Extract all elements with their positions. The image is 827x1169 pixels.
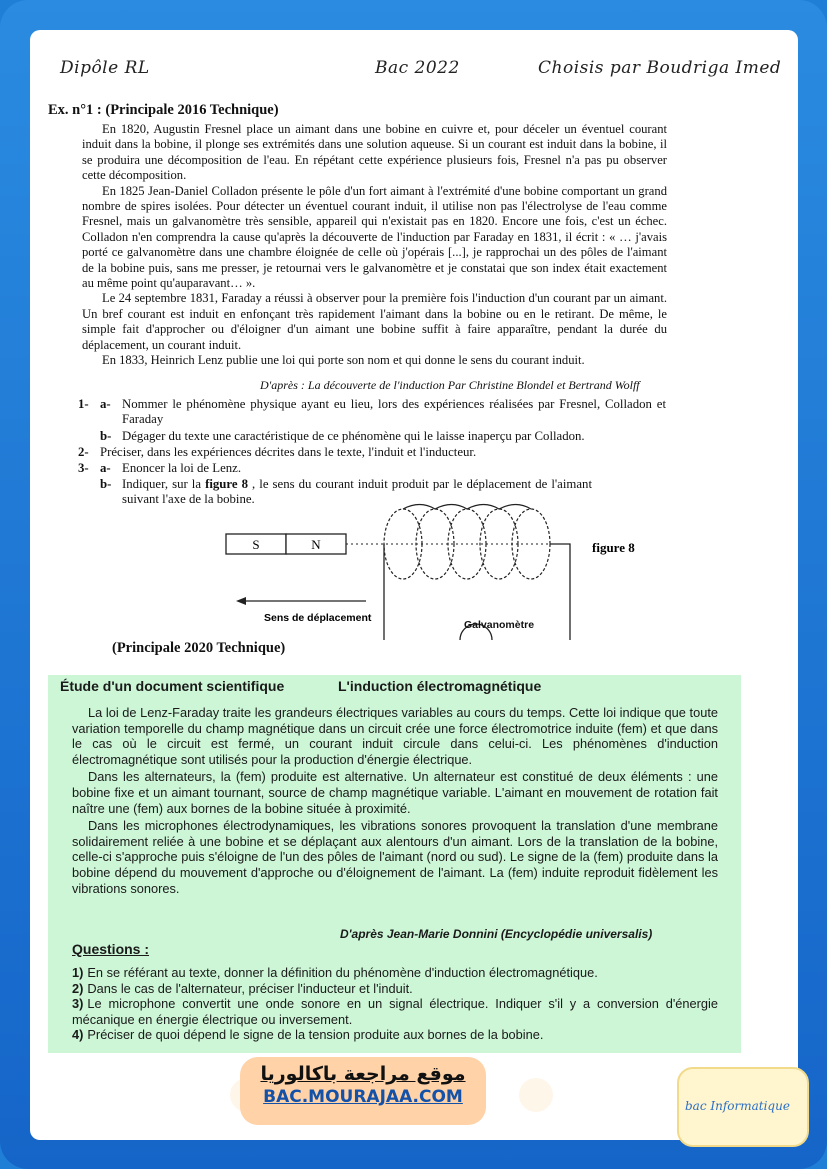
question-number: 3-	[78, 461, 89, 475]
paragraph: Dans les microphones électrodynamiques, les vibrations sonores provoquent la translation d'une membrane solidairement reliée à une bobine et se déplaçant aux alentours d'un aimant. Lors de la translation de la bobine, celle-ci s'approche puis s'éloigne de l'un des pôles de l'aimant (nord ou sud). Le signe de la (fem) produite dans la bobine dépend du mouvement d'approche ou d'éloignement de l'aimant. La (fem) induite reproduit fidèlement les vibrations sonores.	[72, 818, 718, 896]
question-number: 1-	[78, 397, 89, 411]
question-1a: Nommer le phénomène physique ayant eu lieu, lors des expériences réalisées par Fresnel, Colladon et Faraday	[122, 397, 666, 427]
site-logo-icon	[519, 1078, 553, 1112]
scientific-document-box	[48, 675, 741, 1053]
list-item	[72, 996, 718, 1027]
figure-reference: figure 8	[205, 477, 248, 491]
paragraph: En 1820, Augustin Fresnel place un aimant dans une bobine en cuivre et, pour déceler un éventuel courant induit dans la bobine, il plonge ses extrémités dans une solution aqueuse. Si un courant est induit dans la bobine, il se produira une décomposition de l'eau. En répétant cette expérience plusieurs fois, Fresnel n'a pas pu observer cette décomposition.	[82, 122, 667, 183]
figure-caption: figure 8	[592, 540, 635, 555]
document-page	[30, 30, 798, 1140]
site-url-link[interactable]: BAC.MOURAJAA.COM	[263, 1087, 463, 1107]
question-number: 2-	[78, 445, 89, 459]
site-banner[interactable]	[240, 1057, 486, 1125]
question-3a: Enoncer la loi de Lenz.	[122, 461, 242, 475]
paragraph: Dans les alternateurs, la (fem) produite est alternative. Un alternateur est constitué de deux éléments : une bobine fixe et un aimant tournant, source de champ magnétique variable. L'aimant en mouvement de rotation fait naître une (fem) aux bornes de la bobine située à proximité.	[72, 769, 718, 816]
question-2: Préciser, dans les expériences décrites dans le texte, l'induit et l'inducteur.	[100, 445, 477, 459]
list-item	[72, 965, 718, 981]
badge-text: bac Informatique	[685, 1099, 790, 1113]
question-letter: a-	[100, 397, 111, 411]
paragraph: Le 24 septembre 1831, Faraday a réussi à observer pour la première fois l'induction d'un courant par un aimant. Un bref courant est induit en enfonçant très rapidement l'aimant dans la bobine ou en le retirant. De même, le simple fait d'approcher ou d'éloigner d'un aimant une bobine suffit à faire apparaître, pendant la durée du déplacement, un courant induit.	[82, 291, 667, 352]
question-3b-text: Indiquer, sur la	[122, 477, 206, 491]
paragraph: La loi de Lenz-Faraday traite les grandeurs électriques variables au cours du temps. Cette loi indique que toute variation temporelle du champ magnétique dans un circuit crée une force électromotrice induite (fem) et que dans le cas où le circuit est fermé, un courant induit circule dans celui-ci. Les phénomènes d'induction électromagnétique sont utilisés pour la production d'énergie électrique.	[72, 705, 718, 767]
list-item	[72, 981, 718, 997]
list-item	[72, 1027, 718, 1043]
question-text: Préciser de quoi dépend le signe de la tension produite aux bornes de la bobine.	[87, 1027, 544, 1043]
figure-8-diagram	[220, 500, 640, 640]
question-3b-text: , le sens du courant induit produit par le déplacement de l'aimant suivant l'axe de la bobine.	[122, 477, 592, 507]
coil	[384, 505, 550, 580]
exercise-1-text	[82, 122, 667, 369]
questions-heading: Questions :	[72, 941, 150, 957]
question-number: 3)	[72, 996, 84, 1012]
question-text: Le microphone convertit une onde sonore en un signal électrique. Indiquer s'il y a conversion d'énergie mécanique en énergie électrique ou inversement.	[72, 996, 718, 1027]
document-title: L'induction électromagnétique	[338, 678, 542, 694]
question-letter: b-	[100, 477, 112, 491]
paragraph: En 1833, Heinrich Lenz publie une loi qui porte son nom et qui donne le sens du courant induit.	[102, 353, 585, 368]
question-text: Dans le cas de l'alternateur, préciser l'inducteur et l'induit.	[87, 980, 413, 996]
question-letter: b-	[100, 429, 112, 443]
arrow-label: Sens de déplacement	[264, 612, 372, 624]
galvanometer-label: Galvanomètre	[464, 619, 535, 631]
exercise-2-title: (Principale 2020 Technique)	[112, 640, 286, 656]
question-number: 4)	[72, 1027, 84, 1043]
question-letter: a-	[100, 461, 111, 475]
header-year: Bac 2022	[375, 58, 460, 78]
question-text: En se référant au texte, donner la définition du phénomène d'induction électromagnétique.	[87, 965, 598, 980]
header-author: Choisis par Boudriga Imed	[538, 58, 782, 78]
bac-informatique-logo	[677, 1067, 809, 1147]
header-chapter: Dipôle RL	[60, 58, 150, 78]
pole-s-label: S	[252, 537, 260, 552]
site-name-arabic[interactable]: موقع مراجعة باكالوريا	[260, 1063, 466, 1085]
question-1b: Dégager du texte une caractéristique de ce phénomène qui le laisse inaperçu par Colladon.	[122, 429, 585, 443]
document-text	[72, 705, 718, 898]
pole-n-label: N	[311, 537, 321, 552]
document-source: D'après Jean-Marie Donnini (Encyclopédie universalis)	[340, 927, 653, 941]
exercise-1-title: Ex. n°1 : (Principale 2016 Technique)	[48, 102, 279, 118]
question-number: 1)	[72, 965, 84, 980]
exercise-1-source: D'après : La découverte de l'induction Par Christine Blondel et Bertrand Wolff	[260, 378, 640, 392]
question-number: 2)	[72, 980, 84, 996]
document-label: Étude d'un document scientifique	[60, 678, 285, 694]
questions-list	[72, 965, 718, 1043]
arrow-head-icon	[236, 597, 246, 605]
paragraph: En 1825 Jean-Daniel Colladon présente le pôle d'un fort aimant à l'extrémité d'une bobine comportant un grand nombre de spires isolées. Pour détecter un éventuel courant induit, il utilise non pas l'électrolyse de l'eau comme Fresnel, mais un galvanomètre très sensible, appareil qui n'existait pas en 1820. Encore une fois, c'est un échec. Colladon n'en comprendra la cause qu'après la découverte de l'induction par Faraday en 1831, il écrit : « … j'avais porté ce galvanomètre dans une chambre éloignée de celle où j'opérais [...], je rapprochai un des pôles de l'aimant de la bobine puis, sans me presser, je retournai vers le galvanomètre et je constatai que son index était exactement au même point qu'auparavant… ».	[82, 183, 667, 291]
